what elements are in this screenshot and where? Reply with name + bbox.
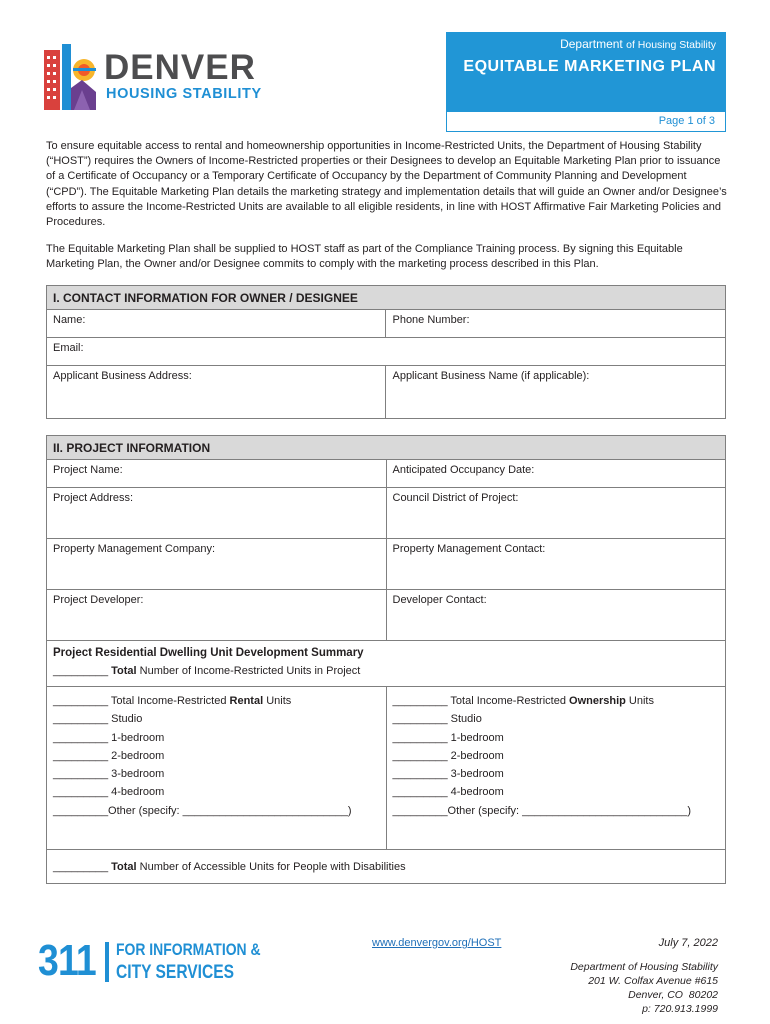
accessible-rest: Number of Accessible Units for People with Disabilities xyxy=(136,860,406,873)
footer-address-line-1: Department of Housing Stability xyxy=(570,961,718,973)
developer-field[interactable]: Project Developer: xyxy=(47,590,387,641)
total-units-bold: Total xyxy=(111,665,137,677)
phone-field[interactable]: Phone Number: xyxy=(386,310,726,338)
project-info-table xyxy=(46,435,726,884)
footer-311-logo xyxy=(38,936,261,988)
ownership-3br-line[interactable]: _________ 3-bedroom xyxy=(392,768,504,781)
ownership-other-line[interactable]: _________Other (specify: ___________________________) xyxy=(392,804,691,817)
page-indicator-box xyxy=(446,112,726,132)
header-banner xyxy=(446,32,726,112)
contact-info-table xyxy=(46,285,726,419)
section-2-header: II. PROJECT INFORMATION xyxy=(47,436,726,460)
rental-other-line[interactable]: _________Other (specify: ___________________________) xyxy=(53,804,352,817)
section-1-header: I. CONTACT INFORMATION FOR OWNER / DESIGNEE xyxy=(47,286,726,310)
management-contact-field[interactable]: Property Management Contact: xyxy=(386,539,726,590)
intro-paragraph-2: The Equitable Marketing Plan shall be supplied to HOST staff as part of the Compliance Training process. By signing this Equitable Marketing Plan, the Owner and/or Designee commits to comply with the marketing process described in this Plan. xyxy=(46,243,683,271)
logo-wordmark: DENVER xyxy=(104,48,256,87)
rental-studio-line[interactable]: _________ Studio xyxy=(53,713,143,726)
rental-units-cell xyxy=(47,687,387,850)
name-field[interactable]: Name: xyxy=(47,310,386,338)
footer-address-line-4: p: 720.913.1999 xyxy=(642,1003,718,1015)
business-address-field[interactable]: Applicant Business Address: xyxy=(47,366,386,419)
rental-2br-line[interactable]: _________ 2-bedroom xyxy=(53,749,165,762)
page-indicator: Page 1 of 3 xyxy=(658,115,715,127)
intro-paragraph-1: To ensure equitable access to rental and homeownership opportunities in Income-Restricted Units, the Department of Housing Stability (“HOST”) requires the Owners of Income-Restricted properties or their Designees to develop an Equitable Marketing Plan prior to issuance of a Certificate of Occupancy or a Temporary Certificate of Occupancy by the Department of Community Planning and Development (“CPD”). The Equitable Marketing Plan details the marketing strategy and implementation details that will guide an Owner and/or Designee’s efforts to assure the Income-Restricted Units are available to all eligible residents, in line with HOST Affirmative Fair Marketing Policies and Procedures. xyxy=(46,140,727,229)
footer-logo-line-1: FOR INFORMATION & xyxy=(116,940,261,959)
occupancy-date-field[interactable]: Anticipated Occupancy Date: xyxy=(386,460,726,488)
developer-contact-field[interactable]: Developer Contact: xyxy=(386,590,726,641)
logo-subtitle: HOUSING STABILITY xyxy=(106,86,262,102)
website-link[interactable]: www.denvergov.org/HOST xyxy=(372,937,502,949)
management-company-field[interactable]: Property Management Company: xyxy=(47,539,387,590)
unit-summary-header xyxy=(47,641,726,687)
denver-skyline-icon xyxy=(44,44,96,110)
department-name xyxy=(560,37,716,51)
department-suffix: of Housing Stability xyxy=(626,39,716,51)
project-address-field[interactable]: Project Address: xyxy=(47,488,387,539)
footer-address-line-3: Denver, CO 80202 xyxy=(628,989,718,1001)
rental-4br-line[interactable]: _________ 4-bedroom xyxy=(53,786,165,799)
footer-311-number: 311 xyxy=(38,936,96,985)
footer-address xyxy=(570,960,718,1016)
footer-address-line-2: 201 W. Colfax Avenue #615 xyxy=(588,975,718,987)
project-name-field[interactable]: Project Name: xyxy=(47,460,387,488)
total-units-blank: _________ xyxy=(53,665,112,677)
ownership-2br-line[interactable]: _________ 2-bedroom xyxy=(392,749,504,762)
denver-logo xyxy=(44,44,284,110)
rental-1br-line[interactable]: _________ 1-bedroom xyxy=(53,731,165,744)
business-name-field[interactable]: Applicant Business Name (if applicable): xyxy=(386,366,726,419)
ownership-4br-line[interactable]: _________ 4-bedroom xyxy=(392,786,504,799)
form-title: EQUITABLE MARKETING PLAN xyxy=(463,58,716,75)
total-units-rest: Number of Income-Restricted Units in Project xyxy=(136,665,361,677)
footer-date: July 7, 2022 xyxy=(658,937,718,949)
ownership-units-heading[interactable]: _________ Total Income-Restricted Ownership Units xyxy=(392,695,654,707)
summary-title: Project Residential Dwelling Unit Development Summary xyxy=(53,647,364,659)
rental-units-heading[interactable]: _________ Total Income-Restricted Rental Units xyxy=(53,695,292,707)
rental-3br-line[interactable]: _________ 3-bedroom xyxy=(53,768,165,781)
footer-logo-divider xyxy=(105,942,109,982)
department-prefix: Department xyxy=(560,37,623,51)
email-field[interactable]: Email: xyxy=(47,338,726,366)
accessible-units-line[interactable] xyxy=(47,850,726,884)
accessible-bold: Total xyxy=(111,860,137,873)
ownership-units-cell xyxy=(386,687,726,850)
ownership-studio-line[interactable]: _________ Studio xyxy=(392,713,482,726)
accessible-blank: _________ xyxy=(53,860,112,873)
ownership-1br-line[interactable]: _________ 1-bedroom xyxy=(392,731,504,744)
total-units-line[interactable] xyxy=(53,665,719,677)
footer-logo-line-2: CITY SERVICES xyxy=(116,962,235,983)
council-district-field[interactable]: Council District of Project: xyxy=(386,488,726,539)
